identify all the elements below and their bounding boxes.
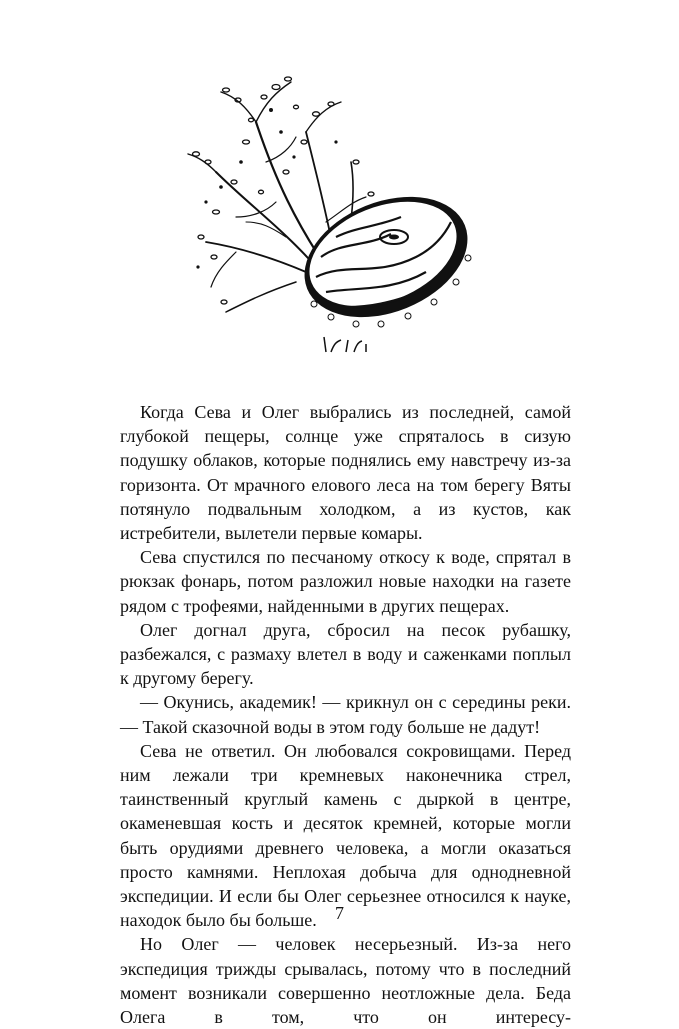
paragraph-2: Сева спустился по песчаному откосу к воде, спрятал в рюкзак фонарь, потом разложил новые находки на газете рядом с трофеями, найденными в других пещерах. — [120, 547, 571, 616]
page-number: 7 — [335, 903, 344, 923]
chapter-illustration — [176, 62, 496, 362]
paragraph-4: — Окунись, академик! — крикнул он с середины реки. — Такой сказочной воды в этом году больше не дадут! — [120, 692, 571, 737]
paragraph-6: Но Олег — человек несерьезный. Из-за него экспедиция трижды срывалась, потому что в последний момент возникали совершенно неотложные дела. Беда Олега в том, что он интересу- — [120, 934, 571, 1028]
body-text — [120, 400, 571, 1029]
drum-in-bushes-icon — [176, 62, 496, 362]
paragraph-1: Когда Сева и Олег выбрались из последней, самой глубокой пещеры, солнце уже спряталось в сизую подушку облаков, которые поднялись ему навстречу из-за горизонта. От мрачного елового леса на том берегу Вяты потянуло подвальным холодком, а из кустов, как истребители, вылетели первые комары. — [120, 402, 571, 544]
paragraph-5: Сева не ответил. Он любовался сокровищами. Перед ним лежали три кремневых наконечника стрел, таинственный круглый камень с дыркой в центре, окаменевшая кость и десяток кремней, которые могли быть орудиями древнего человека, а могли оказаться просто камнями. Неплохая добыча для однодневной экспедиции. И если бы Олег серьезнее относился к науке, находок было бы больше. — [120, 740, 571, 931]
paragraph-3: Олег догнал друга, сбросил на песок рубашку, разбежался, с размаху влетел в воду и саженками поплыл к другому берегу. — [120, 619, 571, 689]
